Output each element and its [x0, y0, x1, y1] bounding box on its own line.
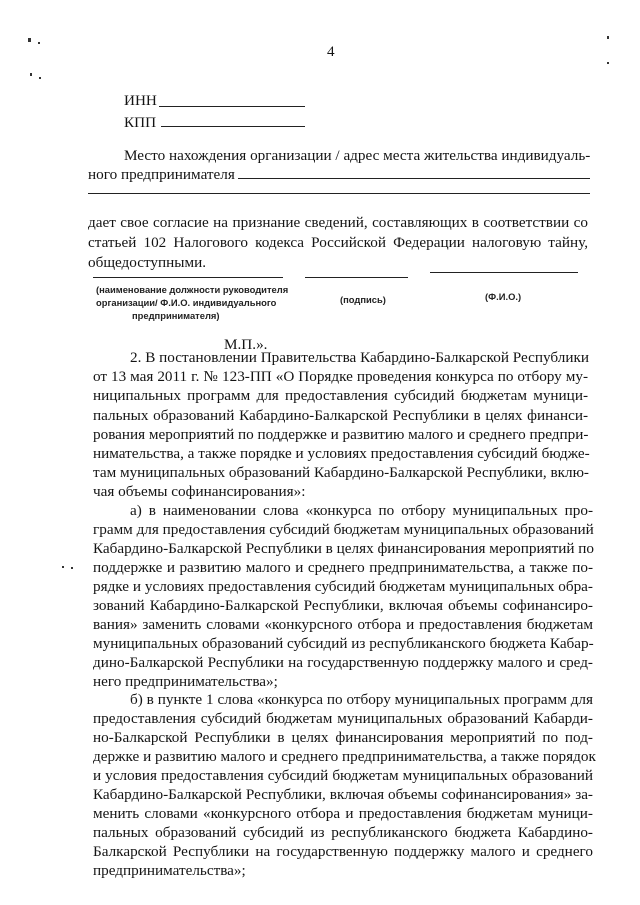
- item-a-line: него предпринимательства»;: [93, 673, 278, 690]
- item-a-line: а) в наименовании слова «конкурса по отбору муниципальных про-: [130, 502, 593, 519]
- item-b-line: и условия предоставления субсидий бюджетам муниципальных образований: [93, 767, 593, 784]
- item-b-line: Балкарской Республики на государственную поддержку малого и среднего: [93, 843, 593, 860]
- item-2-line: там муниципальных образований Кабардино-Балкарской Республики, вклю-: [93, 464, 589, 481]
- position-caption-line: предпринимателя): [132, 310, 220, 321]
- scan-speck: [30, 73, 32, 76]
- item-b-line: б) в пункте 1 слова «конкурса по отбору муниципальных программ для: [130, 691, 593, 708]
- page-number: 4: [327, 43, 335, 60]
- item-a-line: муниципальных образований субсидий из республиканского бюджета Кабар-: [93, 635, 594, 652]
- address-line-2: ного предпринимателя: [88, 166, 235, 183]
- consent-line: дает свое согласие на признание сведений, составляющих в соответствии со: [88, 214, 588, 231]
- position-line: [93, 277, 283, 278]
- item-b-line: Кабардино-Балкарской Республики, включая объемы софинансирования» за-: [93, 786, 593, 803]
- item-2-line: от 13 мая 2011 г. № 123-ПП «О Порядке проведения конкурса по отбору му-: [93, 368, 588, 385]
- position-caption-line: (наименование должности руководителя: [96, 284, 289, 295]
- address-underline-2: [88, 193, 590, 194]
- position-caption-line: организации/ Ф.И.О. индивидуального: [96, 297, 277, 308]
- scan-speck: [38, 42, 40, 44]
- stamp-mark: М.П.».: [224, 336, 268, 353]
- item-a-line: Кабардино-Балкарской Республики в целях финансирования мероприятий по: [93, 540, 595, 557]
- item-2-line: пальных образований Кабардино-Балкарской Республики в целях финанси-: [93, 407, 588, 424]
- signature-caption: (подпись): [340, 294, 386, 305]
- address-underline-1: [238, 178, 590, 179]
- address-line-1: Место нахождения организации / адрес места жительства индивидуаль-: [124, 147, 591, 164]
- scan-speck: [607, 62, 609, 64]
- item-a-line: вания» заменить словами «конкурсного отбора и предоставления бюджетам: [93, 616, 593, 633]
- item-2-line: ниципальных программ для предоставления субсидий бюджетам муници-: [93, 387, 588, 404]
- signature-line: [305, 277, 408, 278]
- inn-label: ИНН: [124, 92, 157, 109]
- kpp-label: КПП: [124, 114, 157, 131]
- scan-speck: [607, 36, 609, 39]
- item-b-line: пальных образований субсидий из республиканского бюджета Кабардино-: [93, 824, 593, 841]
- name-line: [430, 272, 578, 273]
- inn-underline: [159, 106, 305, 107]
- name-caption: (Ф.И.О.): [485, 291, 522, 302]
- item-b-line: но-Балкарской Республики в целях финансирования мероприятий по под-: [93, 729, 593, 746]
- item-b-line: держке и развитию малого и среднего предпринимательства, а также порядок: [93, 748, 596, 765]
- item-a-line: рядке и условиях предоставления субсидий бюджетам муниципальных обра-: [93, 578, 593, 595]
- kpp-underline: [161, 126, 305, 127]
- consent-line: общедоступными.: [88, 254, 207, 271]
- item-2-line: 2. В постановлении Правительства Кабардино-Балкарской Республики: [130, 349, 589, 366]
- item-a-line: грамм для предоставления субсидий бюджетам муниципальных образований: [93, 521, 594, 538]
- item-a-line: зований Кабардино-Балкарской Республики, включая объемы софинансиро-: [93, 597, 593, 614]
- scan-speck: [71, 567, 73, 569]
- consent-line: статьей 102 Налогового кодекса Российской Федерации налоговую тайну,: [88, 234, 588, 251]
- item-b-line: предпринимательства»;: [93, 862, 246, 879]
- item-2-line: нимательства, а также порядке и условиях предоставления субсидий бюдже-: [93, 445, 590, 462]
- scan-speck: [62, 566, 64, 568]
- item-a-line: дино-Балкарской Республики на государственную поддержку малого и сред-: [93, 654, 593, 671]
- item-2-line: чая объемы софинансирования»:: [93, 483, 306, 500]
- item-2-line: рования мероприятий по поддержке и развитию малого и среднего предпри-: [93, 426, 589, 443]
- item-b-line: предоставления субсидий бюджетам муниципальных образований Кабарди-: [93, 710, 593, 727]
- item-b-line: менить словами «конкурсного отбора и предоставления бюджетам муници-: [93, 805, 593, 822]
- scan-speck: [39, 77, 41, 79]
- item-a-line: поддержке и развитию малого и среднего предпринимательства, а также по-: [93, 559, 593, 576]
- scan-speck: [28, 38, 31, 42]
